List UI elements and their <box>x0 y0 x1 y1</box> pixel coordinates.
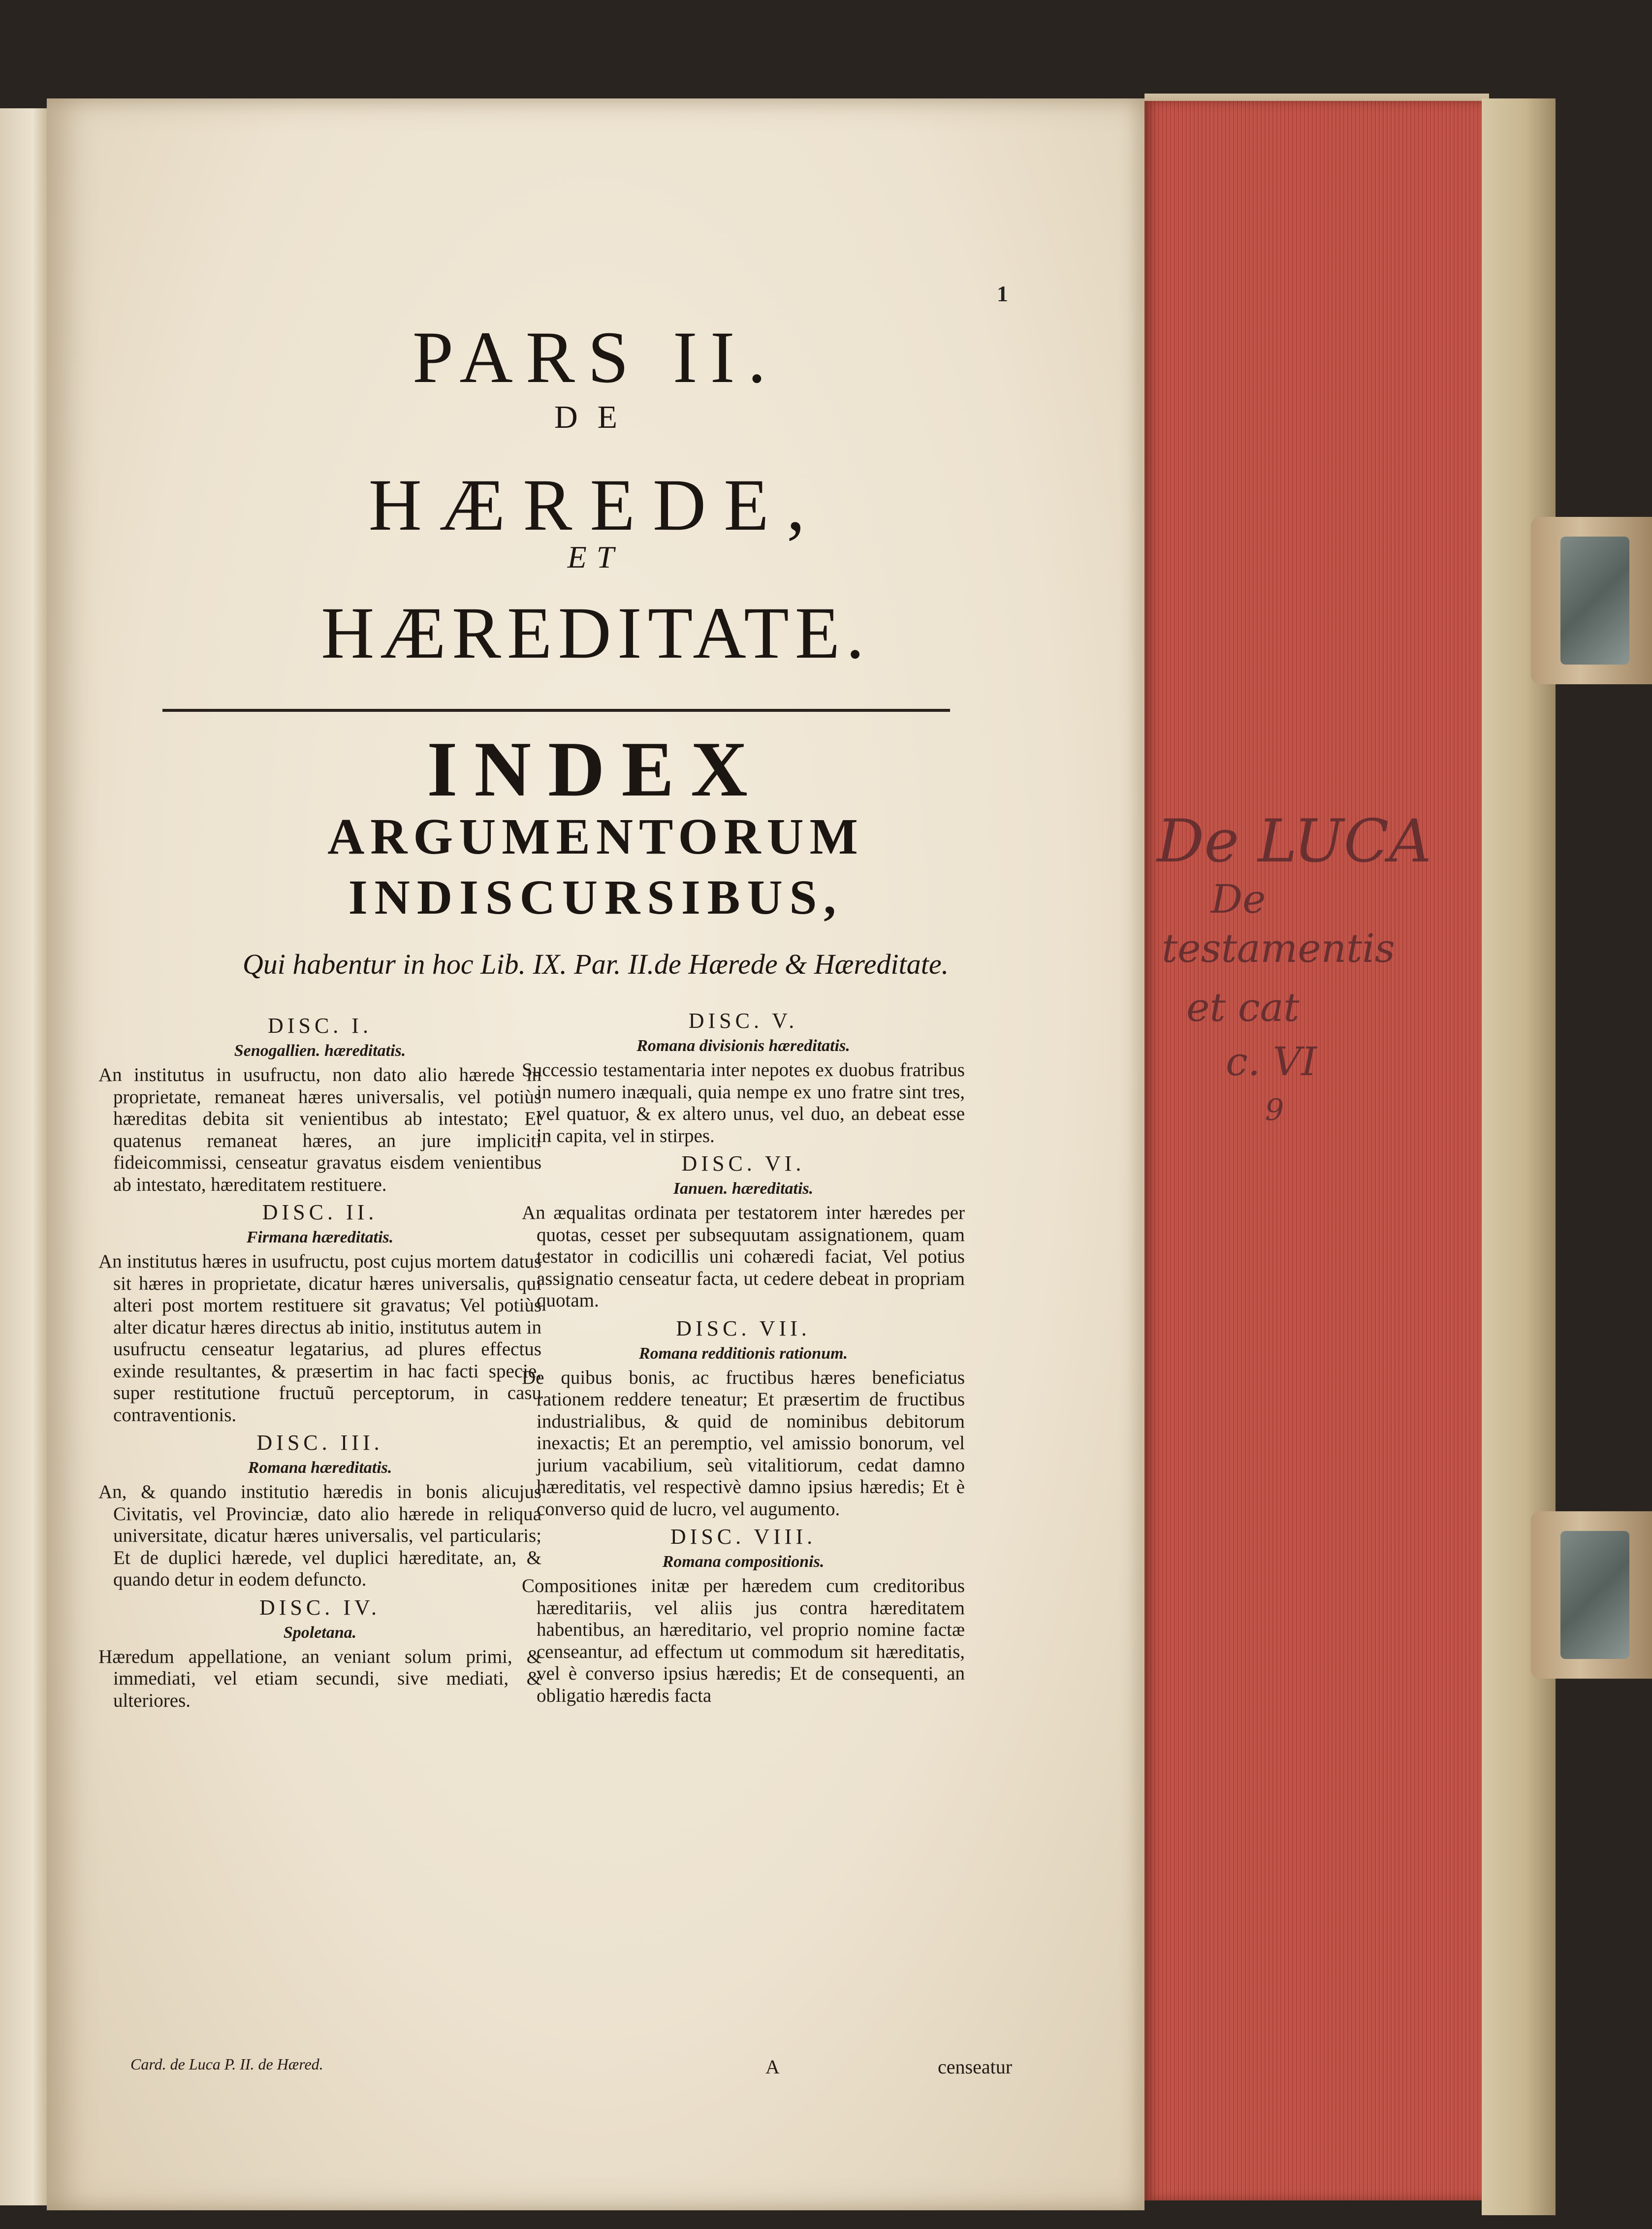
disc-summary: An institutus hæres in usufructu, post cujus mortem datus sit hæres in proprietate, dicatur hæres universalis, qui alteri post mortem restituere sit gravatus; Vel potiùs alter dicatur hæres directus ab initio, institutus autem in usufructu censeatur legatarius, ad plures effectus exinde resultantes, & præsertim in hac facti specie, super restitutione fructuũ perceptorum, in casu contraventionis. <box>98 1251 541 1426</box>
disc-heading: DISC. V. <box>688 1009 798 1033</box>
disc-entry <box>98 1012 541 1196</box>
disc-heading: DISC. I. <box>268 1014 372 1038</box>
disc-entry <box>522 1523 965 1707</box>
book-clasp-lower <box>1531 1511 1652 1679</box>
index-subheading-indiscursibus: INDISCURSIBUS, <box>348 870 843 924</box>
disc-case-name: Firmana hæreditatis. <box>246 1228 394 1246</box>
disc-case-name: Romana redditionis rationum. <box>638 1344 848 1363</box>
right-column <box>522 1004 965 1707</box>
title-haerede: HÆREDE, <box>368 464 823 546</box>
inscription-line-2: De <box>1211 876 1266 922</box>
disc-entry <box>522 1315 965 1521</box>
disc-case-name: Romana hæreditatis. <box>248 1459 392 1477</box>
disc-entry <box>522 1007 965 1147</box>
clasp-metal <box>1560 1531 1629 1659</box>
disc-summary: Successio testamentaria inter nepotes ex duobus fratribus in numero inæquali, quia nempe ex uno fratre sint tres, vel quatuor, & ex altero unus, vel duo, an debeat esse in capita, vel in stirpes. <box>522 1059 965 1146</box>
disc-case-name: Romana divisionis hæreditatis. <box>636 1037 850 1055</box>
running-footer: Card. de Luca P. II. de Hæred. <box>130 2055 323 2073</box>
disc-heading: DISC. VIII. <box>670 1525 817 1549</box>
disc-summary: De quibus bonis, ac fructibus hæres beneficiatus rationem reddere teneatur; Et præsertim de fructibus industrialibus, & quid de nominibus debitorum inexactis; Et an peremptio, vel amissio bonorum, vel jurium vacabilium, seù vitalitiorum, cedat damno hæreditatis, vel respectivè damno ipsius hæredis; Et è converso quid de lucro, vel augumento. <box>522 1367 965 1520</box>
title-de: DE <box>554 399 637 435</box>
inscription-line-3: testamentis <box>1162 925 1395 971</box>
disc-summary: An, & quando institutio hæredis in bonis alicujus Civitatis, vel Provinciæ, dato alio hærede in reliqua universitate, dicatur hæres universalis, vel particularis; Et de duplici hærede, vel duplici hæreditate, an, & quando detur in eodem defuncto. <box>98 1481 541 1590</box>
disc-heading: DISC. IV. <box>259 1595 381 1620</box>
previous-page-edge <box>0 108 47 2205</box>
title-divider-rule <box>162 709 950 712</box>
disc-case-name: Ianuen. hæreditatis. <box>673 1179 814 1198</box>
inscription-line-6: 9 <box>1265 1093 1284 1127</box>
title-et: ET <box>567 540 624 574</box>
inscription-line-1: De LUCA <box>1157 807 1432 876</box>
disc-entry <box>98 1594 541 1712</box>
page-number: 1 <box>997 281 1008 306</box>
clasp-metal <box>1560 537 1629 665</box>
book-clasp-upper <box>1531 517 1652 684</box>
disc-case-name: Senogallien. hæreditatis. <box>234 1042 406 1060</box>
disc-summary: Hæredum appellatione, an veniant solum primi, & immediati, vel etiam secundi, sive mediati, & ulteriores. <box>98 1646 541 1711</box>
signature-mark: A <box>765 2056 780 2078</box>
previous-page-margin-fragments <box>0 108 47 2205</box>
disc-heading: DISC. VII. <box>676 1316 811 1340</box>
fore-edge-inscription <box>1152 807 1457 1250</box>
disc-heading: DISC. II. <box>262 1200 378 1224</box>
left-column <box>98 1009 541 1712</box>
disc-entry <box>522 1150 965 1312</box>
index-description: Qui habentur in hoc Lib. IX. Par. II.de Hærede & Hæreditate. <box>242 948 949 980</box>
index-heading: INDEX <box>427 725 764 813</box>
title-pars: PARS II. <box>412 317 779 398</box>
disc-entry <box>98 1199 541 1426</box>
disc-heading: DISC. III. <box>256 1431 383 1455</box>
book-cover-board <box>1482 98 1556 2215</box>
catchword: censeatur <box>938 2056 1013 2078</box>
inscription-line-5: c. VI <box>1226 1039 1317 1084</box>
inscription-line-4: et cat <box>1186 985 1300 1030</box>
title-haereditate: HÆREDITATE. <box>321 592 870 674</box>
disc-heading: DISC. VI. <box>681 1151 805 1176</box>
disc-case-name: Spoletana. <box>283 1623 357 1642</box>
index-subheading-argumentorum: ARGUMENTORUM <box>327 808 864 865</box>
disc-summary: Compositiones initæ per hæredem cum creditoribus hæreditariis, vel aliis jus contra hæreditatem habentibus, an hæreditario, vel proprio nomine factæ censeantur, ad effectum ut commodum sit hæreditatis, vel è converso ipsius hæredis; Et de consequenti, an obligatio hæredis facta <box>522 1575 965 1706</box>
disc-case-name: Romana compositionis. <box>662 1553 825 1571</box>
disc-entry <box>98 1429 541 1591</box>
disc-summary: An institutus in usufructu, non dato alio hærede in proprietate, remaneat hæres universalis, vel potiùs hæreditas debita sit venientibus ab intestato; Et quatenus remaneat hæres, an jure impliciti fideicommissi, censeatur gravatus eisdem venientibus ab intestato, hæreditatem restituere. <box>98 1064 541 1195</box>
book-page <box>47 98 1144 2210</box>
disc-summary: An æqualitas ordinata per testatorem inter hæredes per quotas, cesset per subsequutam assignationem, quam testator in codicillis uni cohæredi faciat, Vel potius assignatio censeatur facta, ut cedere debeat in propriam quotam. <box>522 1202 965 1311</box>
